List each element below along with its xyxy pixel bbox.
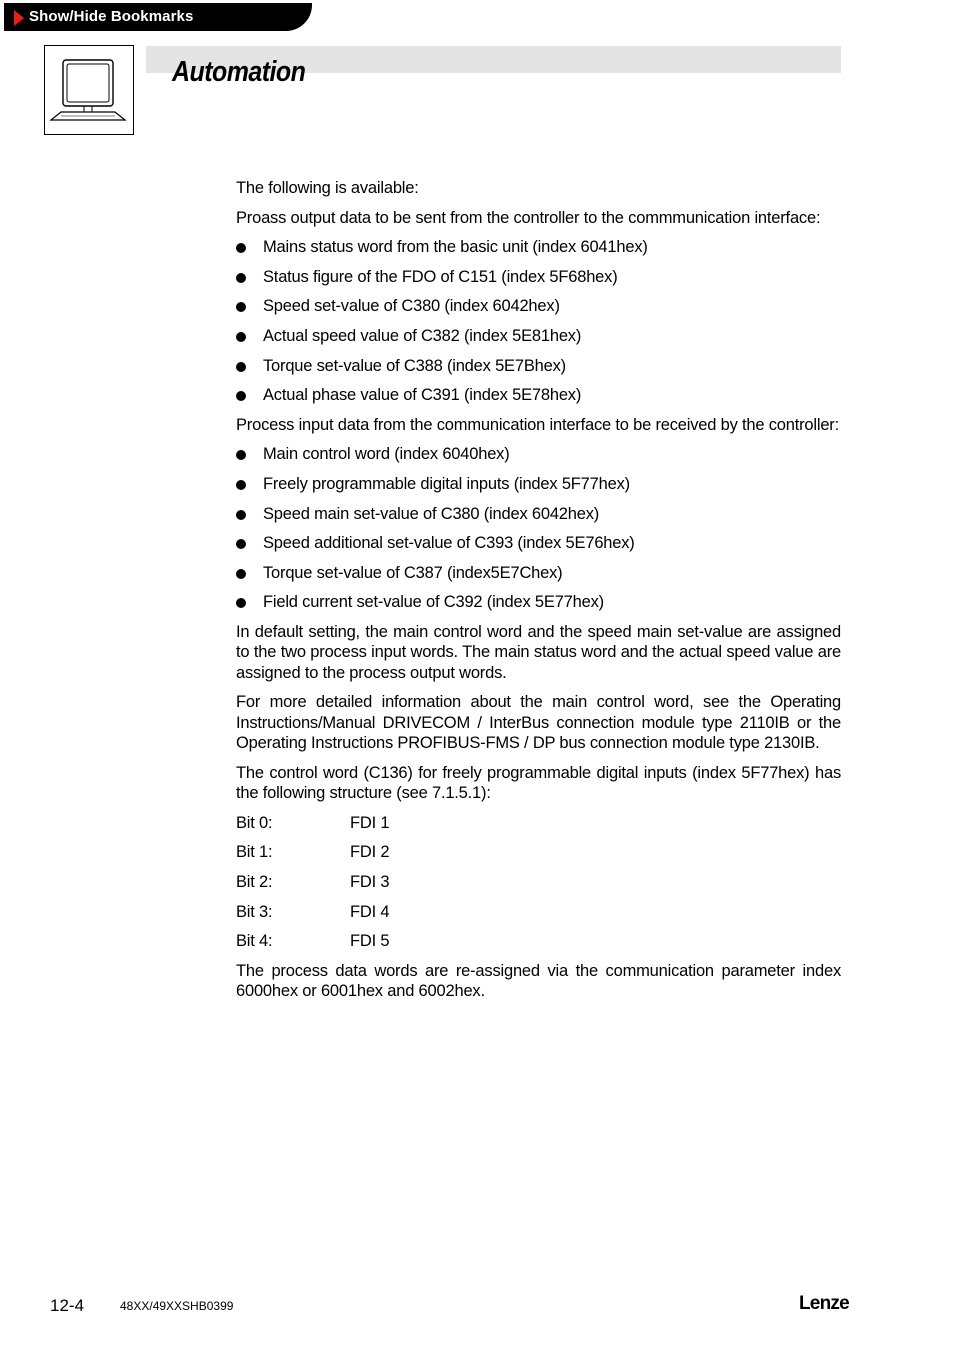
bullet-icon (236, 598, 246, 608)
list-item: Freely programmable digital inputs (index 5F77hex) (236, 474, 841, 494)
bit-value: FDI 3 (350, 872, 390, 891)
bit-value: FDI 4 (350, 902, 390, 921)
bit-label: Bit 4: (236, 932, 273, 951)
bullet-icon (236, 273, 246, 283)
bit-value: FDI 1 (350, 813, 390, 832)
list-item: Actual phase value of C391 (index 5E78hex) (236, 385, 841, 405)
bit-label: Bit 0: (236, 813, 273, 832)
list-item: Torque set-value of C387 (index5E7Chex) (236, 563, 841, 583)
input-heading: Process input data from the communication interface to be received by the controller: (236, 415, 839, 434)
bullet-icon (236, 480, 246, 490)
bookmarks-tab-label: Show/Hide Bookmarks (29, 8, 194, 25)
brand-logo: Lenze (799, 1293, 849, 1314)
list-item: Torque set-value of C388 (index 5E7Bhex) (236, 356, 841, 376)
bit-row (236, 931, 841, 951)
list-item: Field current set-value of C392 (index 5E77hex) (236, 592, 841, 612)
page-title: Automation (172, 56, 306, 88)
output-heading: Proass output data to be sent from the controller to the commmunication interface: (236, 208, 821, 227)
list-item: Actual speed value of C382 (index 5E81hex) (236, 326, 841, 346)
bullet-icon (236, 539, 246, 549)
intro-text: The following is available: (236, 179, 419, 197)
triangle-right-icon (14, 10, 24, 26)
bullet-icon (236, 391, 246, 401)
list-item: Speed set-value of C380 (index 6042hex) (236, 296, 841, 316)
computer-monitor-icon (44, 45, 134, 135)
bit-row (236, 902, 841, 922)
bit-value: FDI 2 (350, 843, 390, 862)
bit-row (236, 872, 841, 892)
document-code: 48XX/49XXSHB0399 (120, 1299, 234, 1313)
bullet-icon (236, 510, 246, 520)
bullet-icon (236, 569, 246, 579)
bullet-icon (236, 302, 246, 312)
input-list (236, 444, 841, 612)
show-hide-bookmarks-button[interactable] (4, 3, 312, 31)
default-setting-text: In default setting, the main control word and the speed main set-value are assigned to the two process input words. The main status word and the actual speed value are assigned to the process output words. (236, 622, 841, 682)
bullet-icon (236, 332, 246, 342)
bit-row (236, 842, 841, 862)
output-list (236, 237, 841, 405)
page-number: 12-4 (50, 1296, 85, 1315)
bullet-icon (236, 450, 246, 460)
list-item: Main control word (index 6040hex) (236, 444, 841, 464)
bit-row (236, 813, 841, 833)
list-item: Status figure of the FDO of C151 (index 5F68hex) (236, 267, 841, 287)
main-content (236, 178, 841, 1011)
bit-value: FDI 5 (350, 932, 390, 951)
bit-label: Bit 3: (236, 902, 273, 921)
bullet-icon (236, 362, 246, 372)
list-item: Mains status word from the basic unit (index 6041hex) (236, 237, 841, 257)
bullet-icon (236, 243, 246, 253)
control-word-text: The control word (C136) for freely programmable digital inputs (index 5F77hex) has the following structure (see 7.1.5.1): (236, 763, 841, 803)
list-item: Speed additional set-value of C393 (index 5E76hex) (236, 533, 841, 553)
reassign-text: The process data words are re-assigned via the communication parameter index 6000hex or 6001hex and 6002hex. (236, 961, 841, 1001)
list-item: Speed main set-value of C380 (index 6042hex) (236, 504, 841, 524)
more-info-text: For more detailed information about the main control word, see the Operating Instructions/Manual DRIVECOM / InterBus connection module type 2110IB or the Operating Instructions PROFIBUS-FMS / DP bus connection module type 2130IB. (236, 693, 841, 753)
bit-label: Bit 1: (236, 843, 273, 862)
computer-monitor-graphic (45, 46, 133, 134)
bit-label: Bit 2: (236, 872, 273, 891)
